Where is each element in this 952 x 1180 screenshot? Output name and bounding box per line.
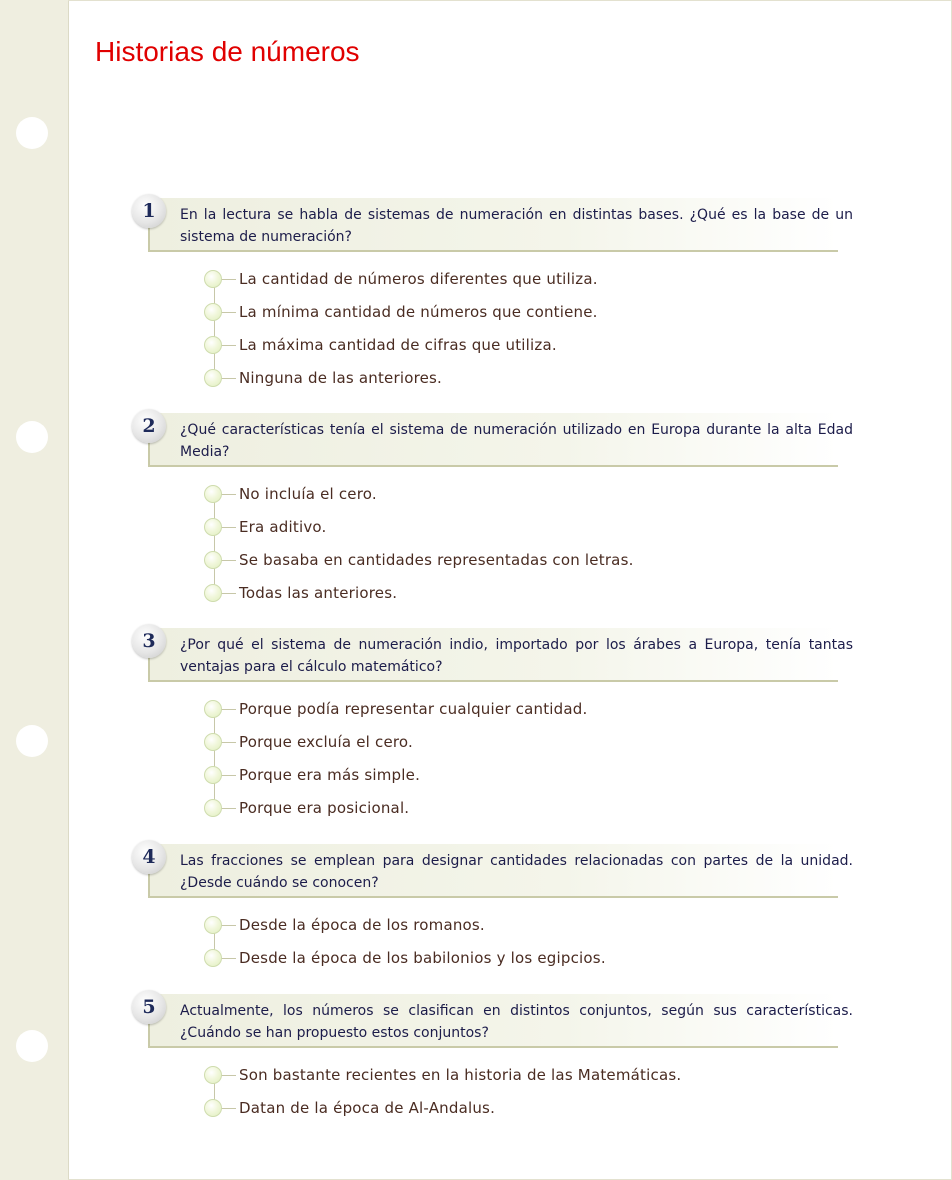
- radio-button[interactable]: [204, 733, 222, 751]
- question-number-badge: 3: [132, 624, 166, 658]
- question-text: Las fracciones se emplean para designar cantidades relacionadas con partes de la unidad. ¿Desde cuándo se conocen?: [180, 853, 853, 891]
- answer-option-label[interactable]: Todas las anteriores.: [239, 584, 398, 602]
- answer-option[interactable]: [130, 545, 860, 578]
- answer-option-label[interactable]: Ninguna de las anteriores.: [239, 369, 443, 387]
- binder-hole: [16, 421, 48, 453]
- answer-option-label[interactable]: La mínima cantidad de números que contiene.: [239, 303, 598, 321]
- question-5: [130, 994, 860, 1126]
- binder-hole: [16, 725, 48, 757]
- binder-hole: [16, 117, 48, 149]
- page-title: Historias de números: [95, 36, 360, 67]
- question-1: [130, 198, 860, 396]
- answer-option[interactable]: [130, 910, 860, 943]
- radio-button[interactable]: [204, 485, 222, 503]
- question-4: [130, 844, 860, 976]
- answer-option-label[interactable]: Porque podía representar cualquier cantidad.: [239, 700, 588, 718]
- question-header: [130, 628, 860, 684]
- answer-option[interactable]: [130, 330, 860, 363]
- radio-button[interactable]: [204, 551, 222, 569]
- question-header: [130, 994, 860, 1050]
- question-text: ¿Qué características tenía el sistema de numeración utilizado en Europa durante la alta Edad Media?: [180, 422, 853, 460]
- answer-option[interactable]: [130, 1060, 860, 1093]
- question-text: ¿Por qué el sistema de numeración indio, importado por los árabes a Europa, tenía tantas ventajas para el cálculo matemático?: [180, 637, 853, 675]
- question-2: [130, 413, 860, 611]
- radio-button[interactable]: [204, 270, 222, 288]
- binder-strip: [0, 0, 69, 1180]
- answer-option-label[interactable]: Desde la época de los romanos.: [239, 916, 485, 934]
- answer-option[interactable]: [130, 793, 860, 826]
- question-3: [130, 628, 860, 826]
- answer-option[interactable]: [130, 363, 860, 396]
- answer-option-label[interactable]: Son bastante recientes en la historia de las Matemáticas.: [239, 1066, 682, 1084]
- radio-button[interactable]: [204, 1066, 222, 1084]
- question-number-badge: 1: [132, 194, 166, 228]
- radio-button[interactable]: [204, 369, 222, 387]
- answer-option[interactable]: [130, 264, 860, 297]
- answer-options: [130, 694, 860, 826]
- radio-button[interactable]: [204, 303, 222, 321]
- radio-button[interactable]: [204, 336, 222, 354]
- answer-option[interactable]: [130, 512, 860, 545]
- answer-option[interactable]: [130, 694, 860, 727]
- answer-option-label[interactable]: La cantidad de números diferentes que utiliza.: [239, 270, 598, 288]
- question-number-badge: 2: [132, 409, 166, 443]
- answer-option[interactable]: [130, 760, 860, 793]
- radio-button[interactable]: [204, 518, 222, 536]
- answer-option-label[interactable]: Porque era más simple.: [239, 766, 421, 784]
- answer-options: [130, 910, 860, 976]
- question-header: [130, 198, 860, 254]
- answer-option[interactable]: [130, 1093, 860, 1126]
- answer-option-label[interactable]: Desde la época de los babilonios y los egipcios.: [239, 949, 606, 967]
- answer-option[interactable]: [130, 727, 860, 760]
- question-number-badge: 4: [132, 840, 166, 874]
- radio-button[interactable]: [204, 1099, 222, 1117]
- radio-button[interactable]: [204, 799, 222, 817]
- answer-option-label[interactable]: Era aditivo.: [239, 518, 327, 536]
- answer-option[interactable]: [130, 943, 860, 976]
- answer-option-label[interactable]: Se basaba en cantidades representadas con letras.: [239, 551, 634, 569]
- answer-option-label[interactable]: No incluía el cero.: [239, 485, 377, 503]
- answer-option-label[interactable]: Datan de la época de Al-Andalus.: [239, 1099, 496, 1117]
- answer-option[interactable]: [130, 479, 860, 512]
- radio-button[interactable]: [204, 766, 222, 784]
- answer-options: [130, 1060, 860, 1126]
- question-header: [130, 413, 860, 469]
- radio-button[interactable]: [204, 949, 222, 967]
- answer-options: [130, 264, 860, 396]
- radio-button[interactable]: [204, 700, 222, 718]
- answer-option-label[interactable]: Porque era posicional.: [239, 799, 410, 817]
- question-number-badge: 5: [132, 990, 166, 1024]
- binder-hole: [16, 1030, 48, 1062]
- answer-option-label[interactable]: La máxima cantidad de cifras que utiliza.: [239, 336, 557, 354]
- question-text: En la lectura se habla de sistemas de numeración en distintas bases. ¿Qué es la base de un sistema de numeración?: [180, 207, 853, 245]
- question-text: Actualmente, los números se clasifican en distintos conjuntos, según sus características. ¿Cuándo se han propuesto estos conjuntos?: [180, 1003, 853, 1041]
- radio-button[interactable]: [204, 916, 222, 934]
- answer-option[interactable]: [130, 578, 860, 611]
- answer-option[interactable]: [130, 297, 860, 330]
- question-header: [130, 844, 860, 900]
- answer-options: [130, 479, 860, 611]
- radio-button[interactable]: [204, 584, 222, 602]
- answer-option-label[interactable]: Porque excluía el cero.: [239, 733, 414, 751]
